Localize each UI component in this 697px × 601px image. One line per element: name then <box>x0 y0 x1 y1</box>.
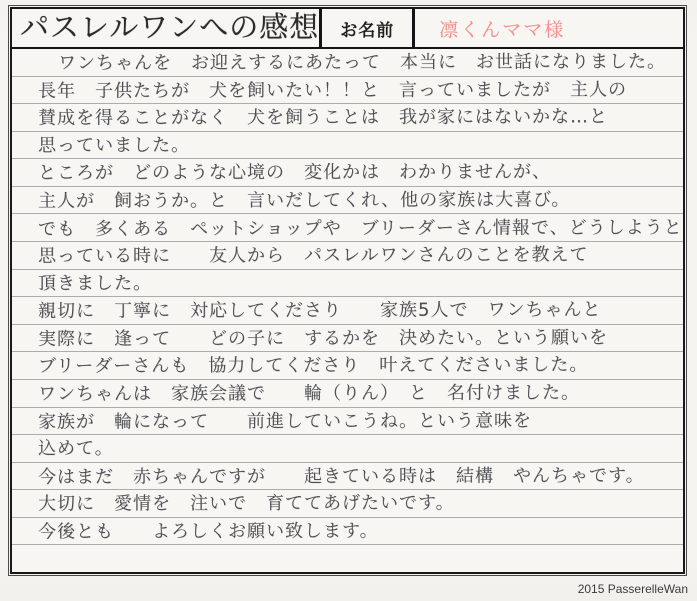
handwritten-line <box>12 463 683 491</box>
handwritten-line <box>12 297 683 325</box>
handwritten-line <box>12 408 683 436</box>
line-text: 家族が 輪になって 前進していこうね。という意味を <box>37 409 533 433</box>
line-text: 今はまだ 赤ちゃんですが 起きている時は 結構 やんちゃです。 <box>37 464 645 488</box>
handwritten-line <box>12 159 683 187</box>
name-label-box <box>322 9 415 47</box>
line-text: 込めて。 <box>37 438 114 460</box>
name-value-box <box>415 9 683 47</box>
handwritten-line <box>12 352 683 380</box>
handwritten-line <box>12 77 683 105</box>
handwritten-line <box>12 187 683 215</box>
line-text: ワンちゃんを お迎えするにあたって 本当に お世話になりました。 <box>57 51 667 74</box>
form-header <box>12 9 683 49</box>
line-text: 主人が 飼おうか。と 言いだしてくれ、他の家族は大喜び。 <box>37 189 571 212</box>
line-text: 頂きました。 <box>37 272 153 294</box>
handwritten-line-empty <box>12 545 683 572</box>
line-text: ところが どのような心境の 変化かは わかりませんが、 <box>37 161 552 185</box>
handwritten-line <box>12 104 683 132</box>
handwritten-line <box>12 49 683 77</box>
handwritten-line <box>12 490 683 518</box>
form-frame <box>10 7 685 574</box>
handwritten-line <box>12 325 683 353</box>
copyright-credit: 2015 PasserelleWan <box>577 582 688 596</box>
handwritten-line <box>12 270 683 298</box>
line-text: 大切に 愛情を 注いで 育ててあげたいです。 <box>37 492 455 515</box>
form-title: パスレルワンへの感想 <box>20 11 320 44</box>
line-text: 今後とも よろしくお願い致します。 <box>37 520 379 543</box>
line-text: ブリーダーさんも 協力してくださり 叶えてくださいました。 <box>37 354 589 378</box>
handwritten-line <box>12 435 683 463</box>
name-value: 凛くんママ様 <box>439 18 566 41</box>
handwritten-line <box>12 214 683 242</box>
handwritten-line <box>12 380 683 408</box>
line-text: 実際に 逢って どの子に するかを 決めたい。という願いを <box>37 327 609 350</box>
line-text: 賛成を得ることがなく 犬を飼うことは 我が家にはないかな…と <box>37 106 609 129</box>
handwritten-line <box>12 242 683 270</box>
line-text: でも 多くある ペットショップや ブリーダーさん情報で、どうしようと <box>37 216 683 240</box>
handwritten-line <box>12 132 683 160</box>
handwritten-line <box>12 518 683 546</box>
line-text: 親切に 丁寧に 対応してくださり 家族5人で ワンちゃんと <box>37 299 602 323</box>
form-title-box <box>12 9 322 47</box>
line-text: 思っていました。 <box>37 134 191 157</box>
line-text: ワンちゃんは 家族会議で 輪（りん） と 名付けました。 <box>37 382 581 405</box>
line-text: 思っている時に 友人から パスレルワンさんのことを教えて <box>37 244 589 267</box>
handwritten-body <box>12 49 683 572</box>
name-label: お名前 <box>340 20 395 40</box>
line-text: 長年 子供たちが 犬を飼いたい！！と 言っていましたが 主人の <box>37 78 628 102</box>
